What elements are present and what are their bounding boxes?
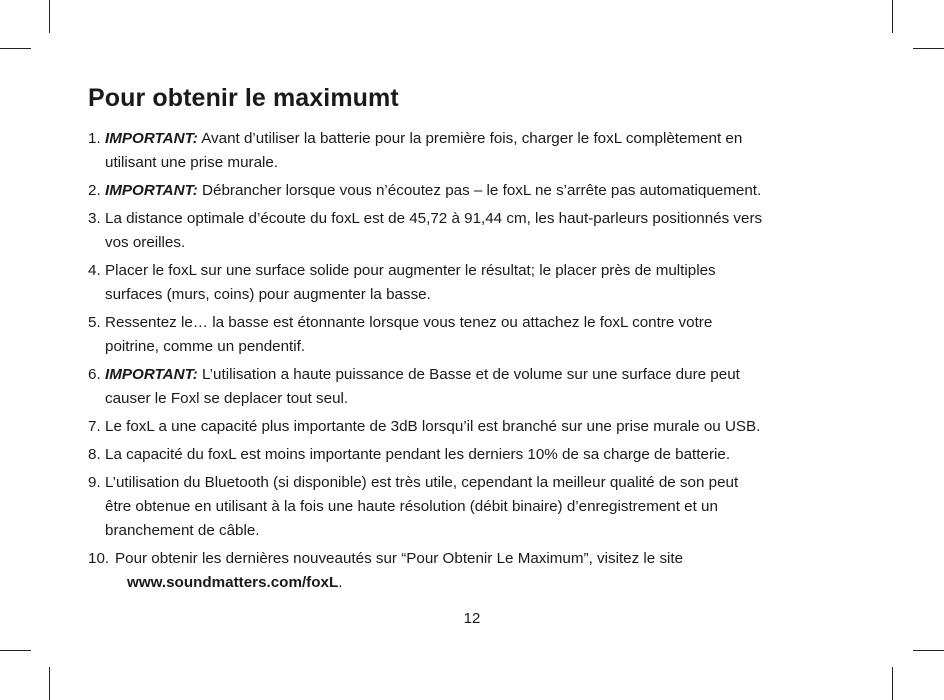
list-item [88, 127, 868, 175]
list-item [88, 547, 868, 595]
item-text: causer le Foxl se deplacer tout seul. [105, 390, 349, 407]
url-suffix: . [338, 574, 343, 591]
crop-mark-top-left-vertical [49, 0, 50, 33]
important-label: IMPORTANT: [105, 182, 198, 199]
item-number: 1. [88, 130, 101, 147]
list-item [88, 259, 868, 307]
website-link[interactable]: www.soundmatters.com/foxL [127, 574, 339, 591]
item-number: 8. [88, 446, 101, 463]
item-text: L’utilisation du Bluetooth (si disponible) est très utile, cependant la meilleur qualité de son peut [105, 474, 739, 491]
item-number: 6. [88, 366, 101, 383]
item-text: Débrancher lorsque vous n’écoutez pas – le foxL ne s’arrête pas automatiquement. [202, 182, 762, 199]
tips-list [88, 127, 868, 599]
important-label: IMPORTANT: [105, 130, 198, 147]
crop-mark-bottom-left-vertical [49, 667, 50, 700]
item-text: L’utilisation a haute puissance de Basse et de volume sur une surface dure peut [202, 366, 740, 383]
list-item [88, 363, 868, 411]
item-number: 10. [88, 550, 110, 567]
list-item [88, 443, 868, 467]
crop-mark-bottom-right-horizontal [913, 650, 944, 651]
crop-mark-bottom-left-horizontal [0, 650, 31, 651]
item-number: 9. [88, 474, 101, 491]
crop-mark-bottom-right-vertical [892, 667, 893, 700]
item-text: La distance optimale d’écoute du foxL est de 45,72 à 91,44 cm, les haut-parleurs positionnés vers [105, 210, 763, 227]
item-text: poitrine, comme un pendentif. [105, 338, 306, 355]
item-text: utilisant une prise murale. [105, 154, 279, 171]
item-number: 5. [88, 314, 101, 331]
crop-mark-top-right-horizontal [913, 48, 944, 49]
item-text: Avant d’utiliser la batterie pour la première fois, charger le foxL complètement en [201, 130, 743, 147]
item-text: Ressentez le… la basse est étonnante lorsque vous tenez ou attachez le foxL contre votre [105, 314, 713, 331]
list-item [88, 207, 868, 255]
item-text: être obtenue en utilisant à la fois une haute résolution (débit binaire) d’enregistrement et un [105, 498, 718, 515]
item-text: Pour obtenir les dernières nouveautés sur “Pour Obtenir Le Maximum”, visitez le site [115, 550, 684, 567]
page-title: Pour obtenir le maximumt [88, 84, 399, 112]
list-item [88, 311, 868, 359]
item-text: vos oreilles. [105, 234, 186, 251]
item-text: branchement de câble. [105, 522, 260, 539]
page-number: 12 [463, 610, 481, 627]
item-number: 4. [88, 262, 101, 279]
crop-mark-top-left-horizontal [0, 48, 31, 49]
item-text: La capacité du foxL est moins importante pendant les derniers 10% de sa charge de batterie. [105, 446, 731, 463]
list-item [88, 415, 868, 439]
important-label: IMPORTANT: [105, 366, 198, 383]
item-text: Placer le foxL sur une surface solide pour augmenter le résultat; le placer près de multiples [105, 262, 716, 279]
item-text: Le foxL a une capacité plus importante de 3dB lorsqu’il est branché sur une prise murale ou USB. [105, 418, 761, 435]
list-item [88, 179, 868, 203]
item-number: 3. [88, 210, 101, 227]
item-number: 7. [88, 418, 101, 435]
crop-mark-top-right-vertical [892, 0, 893, 33]
item-number: 2. [88, 182, 101, 199]
item-text: surfaces (murs, coins) pour augmenter la basse. [105, 286, 431, 303]
list-item [88, 471, 868, 543]
